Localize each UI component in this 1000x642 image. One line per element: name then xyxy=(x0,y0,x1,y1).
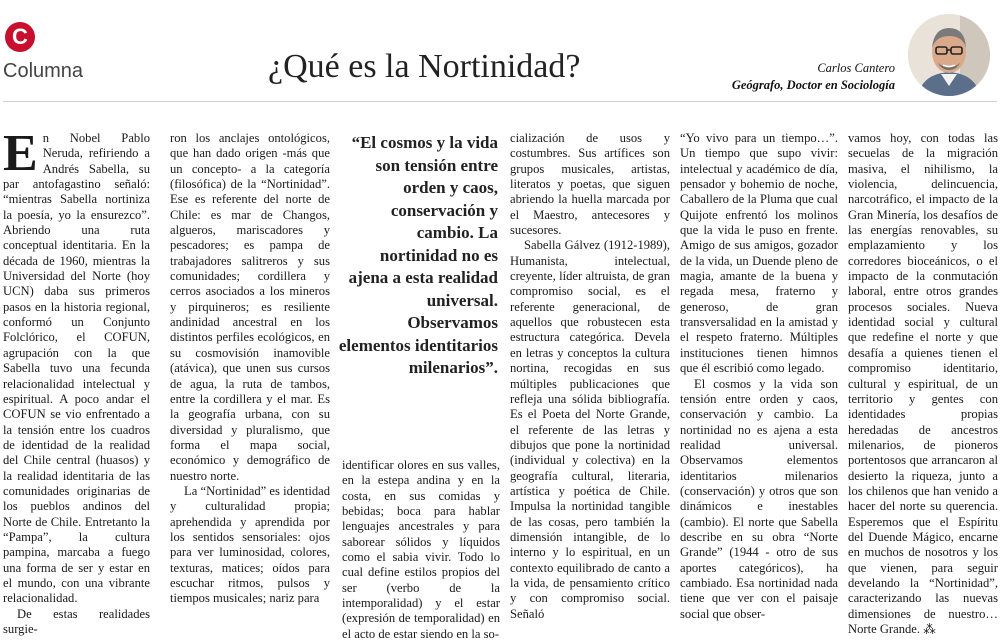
article-title: ¿Qué es la Nortinidad? xyxy=(268,48,581,85)
paragraph: “Yo vivo para un tiempo…”. Un tiempo que supo vivir: intelectual y académico de día, pensador y bohemio de noche, Caballero de la Pluma que cual Quijote enfrentó los molinos que la vida le puso en frente. Amigo de sus amigos, gozador de la vida, un Duende pleno de magia, amante de la buena y regada mesa, fraterno y generoso, de gran transversalidad en la amistad y el respeto fraterno. Múltiples instituciones tienen himnos que él escribió como legado. xyxy=(680,131,838,376)
author-photo xyxy=(908,14,990,96)
paragraph: El cosmos y la vida son tensión entre orden y caos, conservación y cambio. La nortinidad no es ajena a esta realidad universal. Observamos elementos identitarios milenarios (conservación) y otros que son dinámicos e inestables (cambio). El norte que Sabella describe en su obra “Norte Grande” (1944 - otro de sus aportes categóricos), ha cambiado. Esa nortinidad nada tiene que ver con el paisaje social que obser- xyxy=(680,376,838,621)
section-label: Columna xyxy=(3,60,84,82)
paragraph-text: n Nobel Pablo Neruda, refiriendo a Andrés Sabella, su par antofagastino señaló: “mientras Sabella nortiniza la poesía, yo la ensurezco”. Abriendo una ruta conceptual identitaria. En la década de 1960, mientras la Universidad del Norte (hoy UCN) daba sus primeros pasos en la historia regional, conformó un Conjunto Folclórico, el COFUN, agrupación con la que Sabella tuvo una fecunda relacionalidad intelectual y espiritual. A poco andar el COFUN se vio enfrentado a la tensión entre los cuadros de identidad de la realidad del Chile central (huasos) y la realidad identitaria de las comunidades originarias de los pueblos andinos del Norte de Chile. Entretanto la “Pampa”, la cultura pampina, marcaba a fuego una forma de ser y estar en el mundo, con una vibrante relacionalidad. xyxy=(3,131,150,606)
paragraph: ron los anclajes ontológicos, que han dado origen -más que un concepto- a la categoría (filosófica) de la “Nortinidad”. Ese es referente del norte de Chile: es mar de Changos, algueros, mariscadores y pescadores; es pampa de trabajadores salitreros y sus comunidades; cordillera y cerros asociados a los mineros y pirquineros; es resiliente andinidad ancestral en los distintos perfiles ecológicos, en su cosmovisión inamovible (atávica), que unen sus cursos de agua, la ruta de tambos, entre la cordillera y el mar. Es la geografía urbana, con su diversidad y pluralismo, que forma el mapa social, económico y demográfico de nuestro norte. xyxy=(170,131,330,483)
column-2 xyxy=(170,131,330,607)
column-4 xyxy=(510,131,670,622)
paragraph: Sabella Gálvez (1912-1989), Humanista, intelectual, creyente, líder altruista, de gran compromiso social, es el referente generacional, de aquellos que robustecen esta estructura categórica. Devela en letras y conceptos la cultura nortina, recogidas en sus múltiples publicaciones que refleja una sólida bibliografía. Es el Poeta del Norte Grande, el referente de las letras y dibujos que pone la nortinidad (individual y colectiva) en la geografía cultural, literaria, artística y poética de Chile. Impulsa la nortinidad tangible de las cosas, pero también la dimensión intangible, de lo interno y lo espiritual, en un contexto equilibrado de canto a la vida, de pensamiento crítico y con compromiso social. Señaló xyxy=(510,238,670,621)
header-divider xyxy=(3,101,997,102)
author-name: Carlos Cantero xyxy=(817,61,895,75)
column-3 xyxy=(342,458,500,642)
paragraph: cialización de usos y costumbres. Sus artífices son grupos musicales, artistas, literatos y poetas, que siguen abriendo la huella marcada por el Maestro, antecesores y sucesores. xyxy=(510,131,670,238)
end-mark-icon: ⁂ xyxy=(923,622,936,636)
paragraph: identificar olores en sus valles, en la estepa andina y en la costa, en sus comidas y bebidas; boca para hablar lenguajes ancestrales y para saborear sólidos y líquidos como el sabia vivir. Todo lo cual define estilos propios del ser (verbo de la intemporalidad) y el estar (expresión de temporalidad) en el acto de estar siendo en la so- xyxy=(342,458,500,641)
column-6 xyxy=(848,131,998,637)
paragraph: La “Nortinidad” es identidad y culturalidad propia; aprehendida y aprendida por los sentidos sensoriales: ojos para ver luminosidad, colores, texturas, matices; oídos para escuchar ritmos, pulsos y tiempos musicales; nariz para xyxy=(170,483,330,606)
column-1 xyxy=(3,125,150,637)
drop-cap: E xyxy=(3,125,38,182)
paragraph-text: vamos hoy, con todas las secuelas de la migración masiva, el nihilismo, la violencia, delincuencia, narcotráfico, el impacto de la Gran Minería, los desafíos de las energías renovables, su emplazamiento y los corredores bioceánicos, o el impacto de la conmutación laboral, entre otros grandes procesos sociales. Nueva identidad social y cultural que redefine el norte y que desafía a quienes tienen el compromiso identitario, cultural y espiritual, de un territorio y gentes con identidades propias heredadas de ancestros milenarios, de pioneros portentosos que arrancaron al desierto la riqueza, junto a los chilenos que han venido a hacer del norte su querencia. Esperemos que el Espíritu del Duende Mágico, encarne en muchos de nosotros y los que vienen, para seguir develando la “Nortinidad”, caracterizando las nuevas dimensiones de nuestro… Norte Grande. xyxy=(848,131,998,636)
paragraph xyxy=(848,131,998,637)
paragraph xyxy=(3,125,150,607)
pull-quote xyxy=(338,132,498,380)
column-badge: C xyxy=(5,22,35,52)
pull-quote-text: “El cosmos y la vida son tensión entre orden y caos, conservación y cambio. La nortinidad no es ajena a esta realidad universal. Observamos elementos identitarios milenarios”. xyxy=(338,133,498,377)
author-role: Geógrafo, Doctor en Sociología xyxy=(731,78,895,92)
author-portrait-icon xyxy=(908,14,990,96)
author-byline xyxy=(732,60,895,94)
column-5 xyxy=(680,131,838,622)
paragraph: De estas realidades surgie- xyxy=(3,606,150,636)
